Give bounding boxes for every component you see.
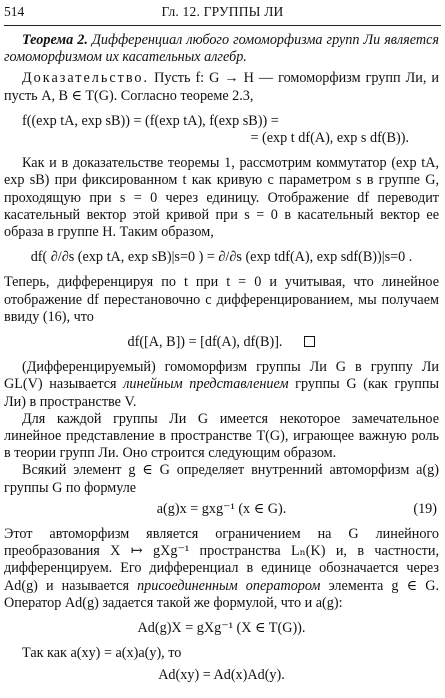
formula-derivative: df( ∂/∂s (exp tA, exp sB)|s=0 ) = ∂/∂s (exp tdf(A), exp sdf(B))|s=0 . [30, 249, 413, 266]
paragraph-adjoint-intro: Для каждой группы Ли G имеется некоторое замечательное линейное представление в пространстве T(G), играющее важную роль в теории групп Ли. Оно строится следующим образом. [4, 410, 439, 462]
page-header [4, 2, 441, 22]
formula-19 [4, 501, 439, 518]
definition-term: линейным представлением [123, 376, 289, 393]
definition-text-before: (Дифференцируемый) гомоморфизм группы Ли G в группу Ли GL(V) называется [4, 359, 439, 393]
formula-ad-product: Ad(xy) = Ad(x)Ad(y). [158, 666, 285, 683]
header-rule [4, 25, 441, 26]
theorem-text: Дифференциал любого гомоморфизма групп Ли является гомоморфизмом их касательных алгебр. [4, 32, 439, 66]
proof-label: Доказательство. [22, 70, 150, 87]
running-title: Гл. 12. ГРУППЫ ЛИ [161, 4, 284, 19]
paragraph-differentiate: Теперь, дифференцируя по t при t = 0 и учитывая, что линейное отображение df перестановочно с дифференцированием, мы получаем ввиду (16), что [4, 274, 439, 325]
equation-number: (19) [413, 500, 437, 517]
formula-bracket [4, 334, 439, 351]
theorem-statement [4, 32, 439, 66]
formula-commutator-line2: = (exp t df(A), exp s df(B)). [250, 130, 409, 147]
paragraph-since: Так как a(xy) = a(x)a(y), то [22, 645, 182, 662]
paragraph-linear-representation [4, 359, 439, 411]
adjoint-text-after: элемента g ∈ G. Оператор Ad(g) задается такой же формулой, что и a(g): [4, 577, 439, 611]
formula-commutator-line1: f((exp tA, exp sB)) = (f(exp tA), f(exp sB)) = [22, 112, 279, 129]
qed-box-icon [304, 336, 315, 347]
page-body [4, 32, 439, 684]
formula-19-text: a(g)x = gxg⁻¹ (x ∈ G). [156, 500, 287, 517]
adjoint-term: присоединенным оператором [137, 577, 321, 594]
paragraph-inner-automorphism: Всякий элемент g ∈ G определяет внутренний автоморфизм a(g) группы G по формуле [4, 462, 439, 496]
theorem-label: Теорема 2. [22, 32, 88, 48]
paragraph-tangent-vector: Как и в доказательстве теоремы 1, рассмотрим коммутатор (exp tA, exp sB) при фиксированном t как кривую с параметром s в группе G, проходящую при s = 0 через единицу. Отображение df переводит касательный вектор этой кривой при s = 0 в касательный вектор ее образа в группе H. Таким образом, [4, 155, 439, 241]
formula-ad: Ad(g)X = gXg⁻¹ (X ∈ T(G)). [137, 620, 306, 637]
page-number: 514 [4, 4, 25, 19]
adjoint-text-before: Этот автоморфизм является ограничением на G линейного преобразования X ↦ gXg⁻¹ пространства Lₙ(K) и, в частности, дифференцируем. Его дифференциал в единице обозначается через Ad(g) и называется [4, 526, 439, 594]
formula-bracket-text: df([A, B]) = [df(A), df(B)]. [127, 334, 283, 351]
definition-text-after: группы G (как группы Ли) в пространстве V. [4, 376, 439, 410]
proof-intro [4, 70, 439, 104]
proof-intro-text: Пусть f: G → H — гомоморфизм групп Ли, и пусть A, B ∈ T(G). Согласно теореме 2.3, [4, 70, 439, 104]
paragraph-adjoint-definition [4, 526, 439, 612]
